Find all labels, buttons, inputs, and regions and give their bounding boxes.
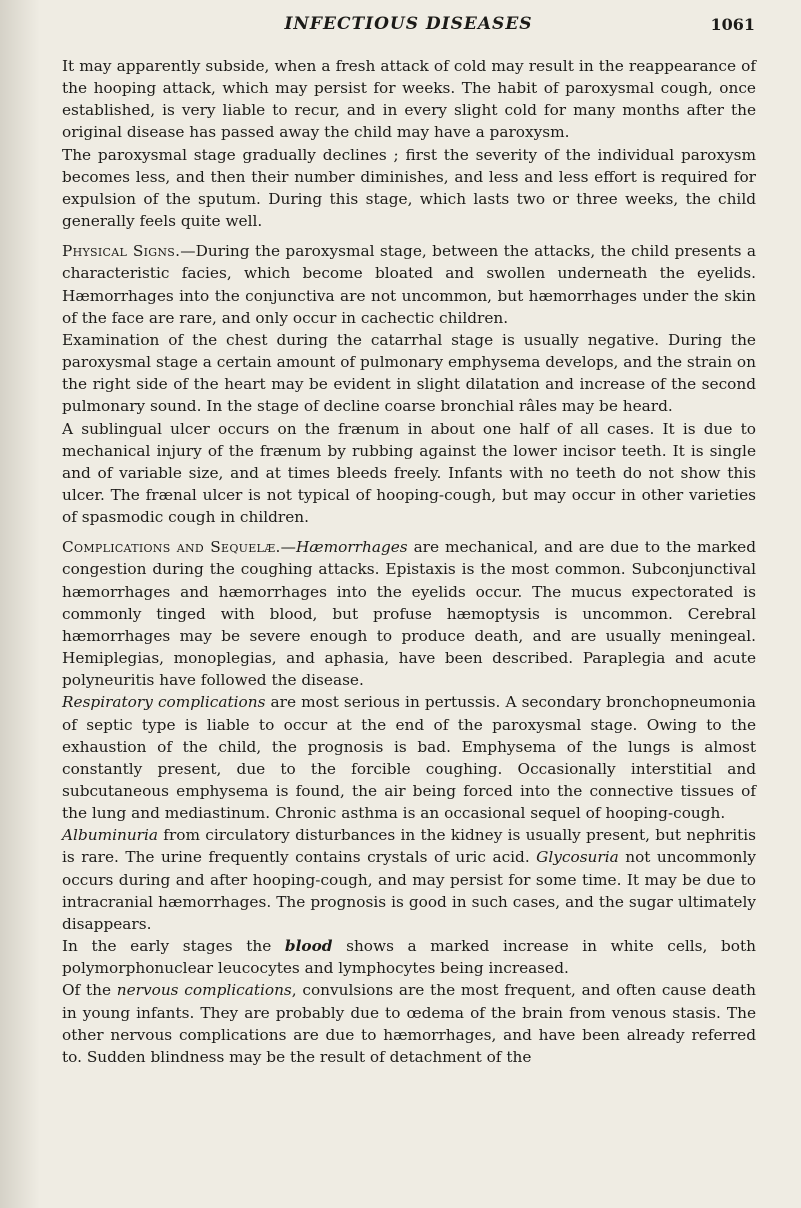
paragraph-text: are most serious in pertussis. A secondary bronchopneumonia of septic type is liable to occur at the end of the paroxysmal stage. Owing to the exhaustion of the child, the prognosis is bad. Emphysema of the lungs is almost constantly present, due to the forcible coughing. Occasionally interstitial and subcutaneous emphysema is found, the air being forced into the connective tissues of the lung and mediastinum. Chronic asthma is an occasional sequel of hooping-cough. [62,693,757,823]
section-heading: Physical Signs. [62,242,181,261]
page-header [62,14,755,44]
paragraph [62,418,756,529]
italic-term: Albuminuria [62,826,159,845]
paragraph [62,144,756,233]
italic-term: Hæmorrhages [295,538,408,557]
page-edge-shadow [0,0,40,1208]
paragraph-text: shows a marked increase in white cells, both polymorphonuclear leucocytes and lymphocytes being increased. [62,937,756,978]
paragraph-text: In the early stages the [62,937,285,956]
section-heading: Complications and Sequelæ. [62,538,281,557]
paragraph-physical-signs [62,240,756,329]
paragraph-text: —During the paroxysmal stage, between the attacks, the child presents a characteristic facies, which become bloated and swollen underneath the eyelids. Hæmorrhages into the conjunctiva are not uncommon, but hæmorrhages under the skin of the face are rare, and only occur in cachectic children. [62,242,756,327]
paragraph-text: are mechanical, and are due to the marked congestion during the coughing attacks. Epistaxis is the most common. Subconjunctival hæmorrhages and hæmorrhages into the eyelids occur. The mucus expectorated is commonly tinged with blood, but profuse hæmoptysis is uncommon. Cerebral hæmorrhages may be severe enough to produce death, and are usually meningeal. Hemiplegias, monoplegias, and aphasia, have been described. Paraplegia and acute polyneuritis have followed the disease. [62,538,756,690]
italic-term: Glycosuria [536,848,619,867]
paragraph [62,691,756,824]
paragraph-text: It may apparently subside, when a fresh attack of cold may result in the reappearance of the hooping attack, which may persist for weeks. The habit of paroxysmal cough, once established, is very liable to recur, and in every slight cold for many months after the original disease has passed away the child may have a paroxysm. [62,57,756,142]
running-head: INFECTIOUS DISEASES [284,14,533,34]
paragraph [62,935,756,979]
italic-term: blood [284,937,333,956]
paragraph-text: A sublingual ulcer occurs on the frænum in about one half of all cases. It is due to mechanical injury of the frænum by rubbing against the lower incisor teeth. It is single and of variable size, and at times bleeds freely. Infants with no teeth do not show this ulcer. The frænal ulcer is not typical of hooping-cough, but may occur in other varieties of spasmodic cough in children. [62,419,756,527]
paragraph-text: Of the [62,981,117,1000]
page-number: 1061 [710,15,755,34]
paragraph-text: not uncommonly occurs during and after hooping-cough, and may persist for some time. It may be due to intracranial hæmorrhages. The prognosis is good in such cases, and the sugar ultimately disappears. [62,848,756,933]
paragraph-text: , convulsions are the most frequent, and often cause death in young infants. They are probably due to œdema of the brain from venous stasis. The other nervous complications are due to hæmorrhages, and have been already referred to. Sudden blindness may be the result of detachment of the [62,981,757,1066]
body-text [62,55,756,1068]
paragraph [62,979,756,1068]
italic-term: nervous complications [116,981,292,1000]
paragraph-text: Examination of the chest during the catarrhal stage is usually negative. During the paroxysmal stage a certain amount of pulmonary emphysema develops, and the strain on the right side of the heart may be evident in slight dilatation and increase of the second pulmonary sound. In the stage of decline coarse bronchial râles may be heard. [62,330,756,416]
paragraph [62,55,756,144]
paragraph-complications [62,536,756,691]
paragraph [62,329,756,418]
italic-term: Respiratory complications [62,693,266,712]
paragraph-text: from circulatory disturbances in the kidney is usually present, but nephritis is rare. The urine frequently contains crystals of uric acid. [62,826,756,867]
dash: — [280,538,296,557]
paragraph-text: The paroxysmal stage gradually declines ; first the severity of the individual paroxysm becomes less, and then their number diminishes, and less and less effort is required for expulsion of the sputum. During this stage, which lasts two or three weeks, the child generally feels quite well. [62,145,756,231]
paragraph [62,824,756,935]
